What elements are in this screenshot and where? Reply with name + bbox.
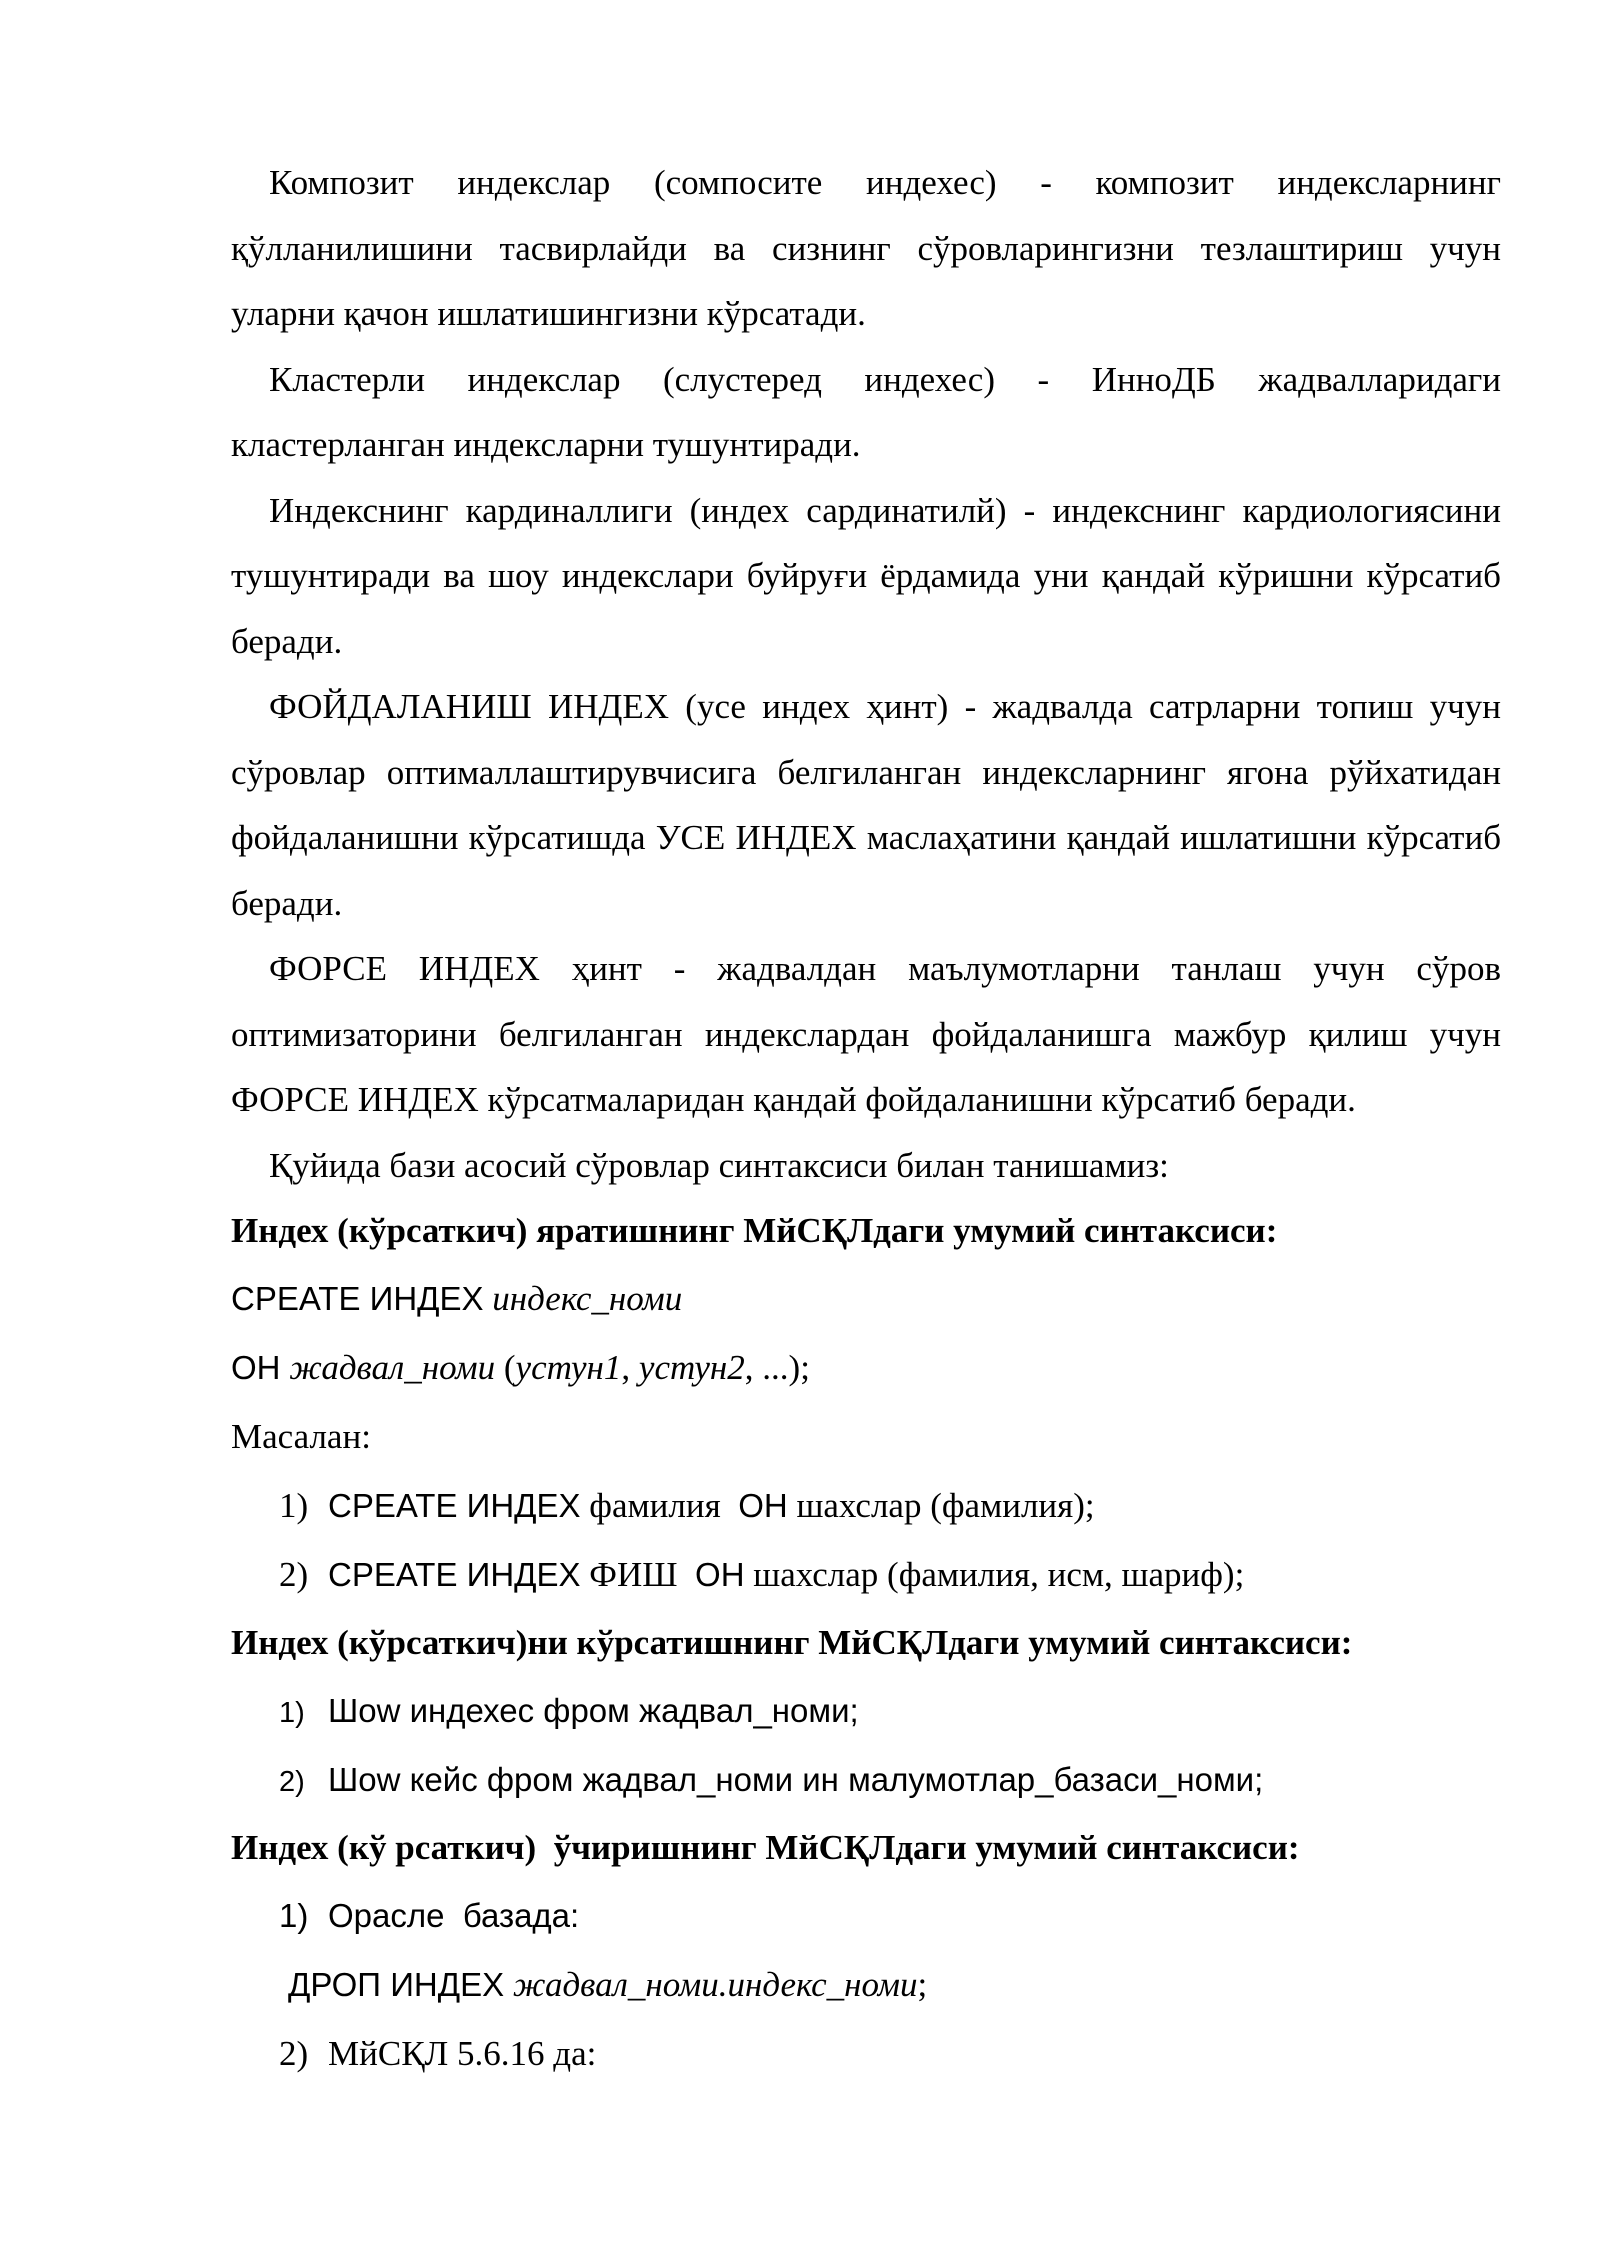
column2-placeholder: устун2 — [638, 1347, 745, 1387]
open-paren: ( — [503, 1347, 516, 1387]
list-number: 2) — [279, 1765, 305, 1798]
create-keyword: СРЕАТЕ ИНДЕХ — [328, 1486, 581, 1524]
show-item-2 — [231, 1745, 1501, 1814]
index-name-placeholder: индекс_номи — [492, 1278, 683, 1318]
create-keyword: СРЕАТЕ ИНДЕХ — [328, 1555, 581, 1593]
drop-syntax-line — [231, 1950, 1501, 2019]
syntax-on-line — [231, 1333, 1501, 1402]
paragraph-intro-syntax: Қуйида бази асосий сўровлар синтаксиси билан танишамиз: — [269, 1145, 1169, 1185]
paragraph-clustered-indexes: Кластерли индекслар (слустеред индехес) - ИнноДБ жадвалларидаги кластерланган индексларни тушунтиради. — [231, 359, 1501, 464]
table-name-placeholder: жадвал_номи — [289, 1347, 496, 1387]
list-number: 2) — [279, 2033, 309, 2073]
show-item-1 — [231, 1676, 1501, 1745]
drop-item-text: МйСҚЛ 5.6.16 да: — [328, 2033, 597, 2073]
drop-target-placeholder: жадвал_номи.индекс_номи — [512, 1964, 918, 2004]
column1-placeholder: устун1 — [515, 1347, 622, 1387]
paragraph-composite-indexes: Композит индекслар (сомпосите индехес) - композит индексларнинг қўлланилишини тасвирлайди ва сизнинг сўровларингизни тезлаштириш учун уларни қачон ишлатишингизни кўрсатади. — [231, 163, 1501, 333]
drop-item-2 — [231, 2019, 1501, 2088]
column-separator: , — [621, 1347, 639, 1387]
create-example-1 — [231, 1471, 1501, 1540]
syntax-create-line — [231, 1264, 1501, 1333]
example-rest: шахслар (фамилия, исм, шариф); — [753, 1554, 1245, 1594]
index-name: фамилия — [589, 1485, 721, 1525]
drop-item-text: Орасле базада: — [328, 1896, 580, 1934]
on-keyword: ОН — [695, 1555, 745, 1593]
list-number: 1) — [279, 1896, 309, 1934]
on-keyword: ОН — [231, 1348, 281, 1386]
heading-drop-index-syntax: Индех (кў рсаткич) ўчиришнинг МйСҚЛдаги умумий синтаксиси: — [231, 1827, 1300, 1867]
columns-end: , ...); — [744, 1347, 810, 1387]
heading-show-index-syntax: Индех (кўрсаткич)ни кўрсатишнинг МйСҚЛдаги умумий синтаксиси: — [231, 1622, 1353, 1662]
drop-item-1 — [231, 1881, 1501, 1950]
list-number: 1) — [279, 1485, 309, 1525]
paragraph-use-index-hint: ФОЙДАЛАНИШ ИНДЕХ (усе индех ҳинт) - жадвалда сатрларни топиш учун сўровлар оптималлаштирувчисига белгиланган индексларнинг ягона рўйхатидан фойдаланишни кўрсатишда УСЕ ИНДЕХ маслаҳатини қандай ишлатишни кўрсатиб беради. — [231, 687, 1501, 923]
drop-keyword: ДРОП ИНДЕХ — [288, 1965, 505, 2003]
create-keyword: СРЕАТЕ ИНДЕХ — [231, 1279, 484, 1317]
show-command: Шоw кейс фром жадвал_номи ин малумотлар_базаси_номи; — [328, 1760, 1264, 1798]
index-name: ФИШ — [589, 1554, 678, 1594]
document-body — [231, 150, 1501, 2088]
paragraph-force-index-hint: ФОРСЕ ИНДЕХ ҳинт - жадвалдан маълумотларни танлаш учун сўров оптимизаторини белгиланган индекслардан фойдаланишга мажбур қилиш учун ФОРСЕ ИНДЕХ кўрсатмаларидан қандай фойдаланишни кўрсатиб беради. — [231, 949, 1501, 1119]
example-rest: шахслар (фамилия); — [796, 1485, 1095, 1525]
paragraph-index-cardinality: Индекснинг кардиналлиги (индех сардинатилй) - индекснинг кардиологиясини тушунтиради ва шоу индекслари буйруғи ёрдамида уни қандай кўришни кўрсатиб беради. — [231, 490, 1501, 661]
show-command: Шоw индехес фром жадвал_номи; — [328, 1691, 859, 1729]
on-keyword: ОН — [738, 1486, 788, 1524]
create-example-2 — [231, 1540, 1501, 1609]
heading-create-index-syntax: Индех (кўрсаткич) яратишнинг МйСҚЛдаги умумий синтаксиси: — [231, 1211, 1278, 1250]
list-number: 1) — [279, 1696, 305, 1729]
drop-end: ; — [917, 1964, 928, 2004]
list-number: 2) — [279, 1554, 309, 1594]
example-label: Масалан: — [231, 1416, 371, 1456]
